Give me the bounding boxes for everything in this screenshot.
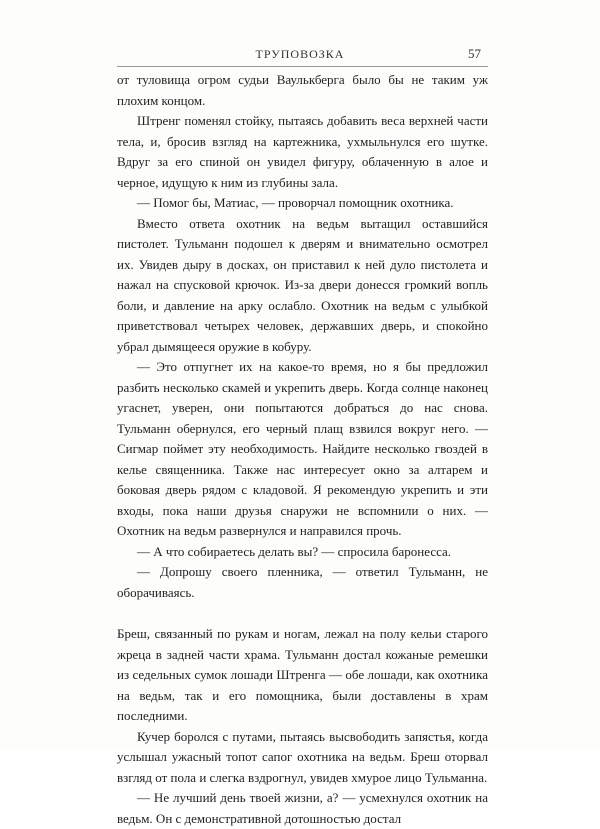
- paragraph: от туловища огром судьи Ваулькберга было бы не таким уж плохим концом.: [117, 72, 488, 108]
- paragraph: — Допрошу своего пленника, — ответил Тульманн, не оборачиваясь.: [117, 564, 488, 600]
- header-rule: [117, 66, 488, 67]
- paragraph: Бреш, связанный по рукам и ногам, лежал на полу кельи старого жреца в задней части храма. Тульманн достал кожаные ремешки из седельных сумок лошади Штренга — обе лошади, как охотника на ведьм, так и его помощника, были доставлены в храм последними.: [117, 626, 488, 723]
- paragraph: Вместо ответа охотник на ведьм вытащил оставшийся пистолет. Тульманн подошел к дверям и внимательно осмотрел их. Увидев дыру в досках, он приставил к ней дуло пистолета и нажал на спусковой крючок. Из-за двери донесся громкий вопль боли, и давление на арку ослабло. Охотник на ведьм с улыбкой приветствовал четырех человек, державших дверь, и спокойно убрал дымящееся оружие в кобуру.: [117, 215, 488, 354]
- body-text: [117, 70, 488, 829]
- running-title: ТРУПОВОЗКА: [255, 47, 345, 61]
- paragraph: — Это отпугнет их на какое-то время, но я бы предложил разбить несколько скамей и укрепить дверь. Когда солнце наконец угаснет, уверен, они попытаются добраться до нас снова. Тульманн обернулся, его черный плащ взвился вокруг него. — Сигмар поймет эту необходимость. Найдите несколько гвоздей в келье священника. Также нас интересует окно за алтарем и боковая дверь рядом с кладовой. Я рекомендую укрепить и эти входы, пока наши друзья снаружи не вспомнили о них. — Охотник на ведьм развернулся и направился прочь.: [117, 359, 488, 538]
- paragraph: Штренг поменял стойку, пытаясь добавить веса верхней части тела, и, бросив взгляд на картежника, ухмыльнулся его шутке. Вдруг за его спиной он увидел фигуру, облаченную в алое и черное, идущую к ним из глубины зала.: [117, 113, 488, 190]
- paragraph: — Не лучший день твоей жизни, а? — усмехнулся охотник на ведьм. Он с демонстративной дотошностью достал: [117, 790, 488, 826]
- paragraph: — Помог бы, Матиас, — проворчал помощник охотника.: [137, 195, 454, 210]
- paragraph: Кучер боролся с путами, пытаясь высвободить запястья, когда услышал ужасный топот сапог охотника на ведьм. Бреш оторвал взгляд от пола и слегка вздрогнул, увидев хмурое лицо Тульманна.: [117, 728, 488, 785]
- page-number: 57: [468, 46, 481, 61]
- paragraph: — А что собираетесь делать вы? — спросила баронесса.: [137, 543, 452, 559]
